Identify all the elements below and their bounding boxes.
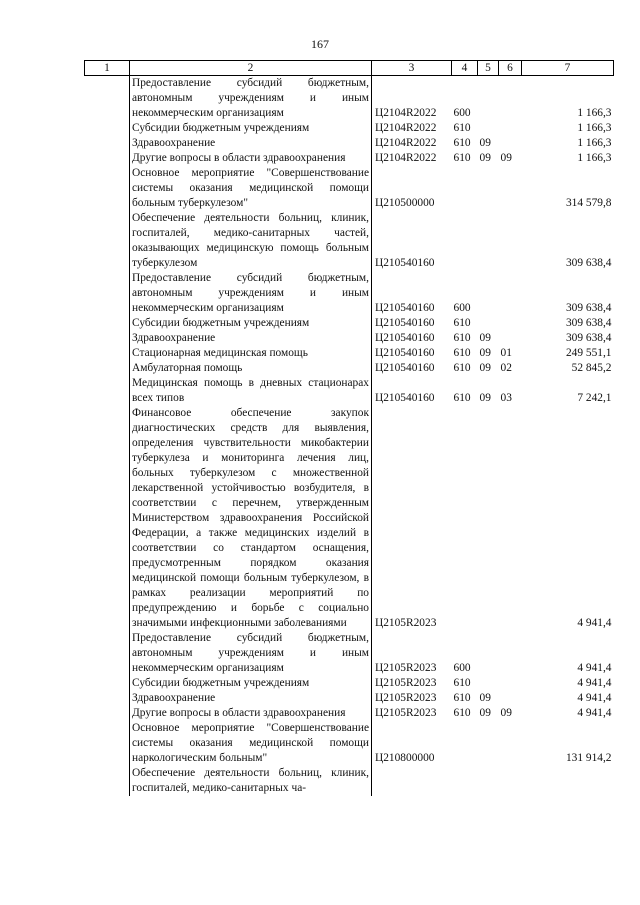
table-row [85,346,614,361]
column-header: 6 [499,61,522,76]
table-body [85,76,614,797]
blank-cell [85,136,130,151]
row-vr [452,166,478,211]
row-amount: 309 638,4 [565,257,612,269]
blank-cell [85,76,130,122]
row-pr [499,766,522,796]
row-rz [478,121,499,136]
row-rz [478,316,499,331]
blank-cell [85,346,130,361]
row-vr: 610 [453,707,471,719]
row-amount: 4 941,4 [577,617,612,629]
row-pr [499,691,522,706]
table-row [85,766,614,796]
row-name: Амбулаторная помощь [130,361,372,376]
row-code: Ц2105R2023 [375,662,437,674]
row-amount: 52 845,2 [571,362,612,374]
row-name: Другие вопросы в области здравоохранения [130,151,372,166]
row-pr [499,406,522,631]
row-code: Ц210540160 [375,257,435,269]
row-rz: 09 [479,362,491,374]
row-vr: 600 [453,107,471,119]
row-rz [478,766,499,796]
row-pr [499,316,522,331]
row-pr [499,631,522,676]
row-name: Предоставление субсидий бюджетным, автономным учреждениям и иным некоммерческим организациям [130,631,372,676]
row-vr: 610 [453,332,471,344]
blank-cell [85,766,130,796]
row-name: Финансовое обеспечение закупок диагностических средств для выявления, определения чувствительности микобактерии туберкулеза и мониторинга лечения лиц, больных туберкулезом с множественной лекарственной устойчивостью возбудителя, в соответствии с перечнем, утвержденным Министерством здравоохранения Российской Федерации, а также медицинских изделий в соответствии со стандартом оснащения, предусмотренным порядком оказания медицинской помощи больным туберкулезом, в рамках реализации мероприятий по предупреждению и борьбе с социально значимыми инфекционными заболеваниями [130,406,372,631]
row-pr: 09 [500,707,512,719]
column-header: 7 [522,61,614,76]
blank-cell [85,691,130,706]
row-rz: 09 [479,392,491,404]
row-amount: 4 941,4 [577,707,612,719]
row-vr: 600 [453,302,471,314]
row-rz: 09 [479,347,491,359]
table-row [85,316,614,331]
row-code: Ц2104R2022 [375,107,437,119]
table-row [85,136,614,151]
row-vr: 610 [453,392,471,404]
row-code: Ц210500000 [375,197,435,209]
row-name: Обеспечение деятельности больниц, клиник, госпиталей, медико-санитарных ча- [130,766,372,796]
row-code: Ц210800000 [375,752,435,764]
row-rz: 09 [479,332,491,344]
row-code: Ц210540160 [375,392,435,404]
blank-cell [85,151,130,166]
row-amount: 1 166,3 [577,107,612,119]
row-name: Здравоохранение [130,691,372,706]
row-pr [499,211,522,271]
row-amount: 314 579,8 [565,197,612,209]
row-amount: 309 638,4 [565,332,612,344]
row-rz [478,721,499,766]
row-code: Ц210540160 [375,347,435,359]
row-name: Основное мероприятие "Совершенствование системы оказания медицинской помощи больным туберкулезом" [130,166,372,211]
row-amount: 1 166,3 [577,122,612,134]
table-row [85,691,614,706]
row-vr: 610 [453,347,471,359]
row-vr: 610 [453,692,471,704]
row-rz [478,211,499,271]
column-header: 4 [452,61,478,76]
blank-cell [85,631,130,676]
row-name: Здравоохранение [130,331,372,346]
row-rz [478,166,499,211]
table-row [85,376,614,406]
blank-cell [85,376,130,406]
table-row [85,271,614,316]
row-rz [478,406,499,631]
row-amount: 309 638,4 [565,317,612,329]
blank-cell [85,211,130,271]
table-row [85,676,614,691]
row-code: Ц210540160 [375,317,435,329]
row-pr [499,271,522,316]
row-pr: 01 [500,347,512,359]
row-pr: 02 [500,362,512,374]
row-code: Ц2104R2022 [375,137,437,149]
table-row [85,211,614,271]
row-vr [452,766,478,796]
row-rz: 09 [479,152,491,164]
blank-cell [85,361,130,376]
row-name: Субсидии бюджетным учреждениям [130,121,372,136]
row-amount: 4 941,4 [577,692,612,704]
table-header-row [85,61,614,76]
blank-cell [85,166,130,211]
row-name: Основное мероприятие "Совершенствование системы оказания медицинской помощи наркологическим больным" [130,721,372,766]
row-code: Ц210540160 [375,362,435,374]
row-amount: 1 166,3 [577,137,612,149]
table-row [85,406,614,631]
row-pr [499,166,522,211]
row-pr [499,76,522,122]
column-header: 5 [478,61,499,76]
row-name: Предоставление субсидий бюджетным, автономным учреждениям и иным некоммерческим организациям [130,271,372,316]
row-rz: 09 [479,707,491,719]
blank-cell [85,316,130,331]
blank-cell [85,331,130,346]
column-header: 2 [130,61,372,76]
row-vr: 610 [453,122,471,134]
row-vr [452,406,478,631]
blank-cell [85,271,130,316]
row-vr: 610 [453,317,471,329]
column-header: 3 [372,61,452,76]
row-amount: 4 941,4 [577,677,612,689]
row-rz: 09 [479,137,491,149]
row-code: Ц2105R2023 [375,677,437,689]
row-pr [499,121,522,136]
row-amount: 131 914,2 [565,752,612,764]
row-code: Ц2105R2023 [375,617,437,629]
row-amount: 309 638,4 [565,302,612,314]
row-rz [478,271,499,316]
row-name: Другие вопросы в области здравоохранения [130,706,372,721]
blank-cell [85,676,130,691]
row-pr [499,721,522,766]
row-vr: 610 [453,677,471,689]
table-row [85,76,614,122]
row-name: Медицинская помощь в дневных стационарах всех типов [130,376,372,406]
blank-cell [85,721,130,766]
row-pr [499,676,522,691]
row-pr [499,136,522,151]
row-code: Ц2105R2023 [375,707,437,719]
budget-table [84,60,614,796]
row-name: Обеспечение деятельности больниц, клиник, госпиталей, медико-санитарных частей, оказывающих медицинскую помощь больным туберкулезом [130,211,372,271]
table-row [85,331,614,346]
table-row [85,706,614,721]
row-amount: 1 166,3 [577,152,612,164]
row-amount: 4 941,4 [577,662,612,674]
table-row [85,361,614,376]
row-name: Предоставление субсидий бюджетным, автономным учреждениям и иным некоммерческим организациям [130,76,372,122]
row-code: Ц210540160 [375,332,435,344]
row-pr: 03 [500,392,512,404]
column-header: 1 [85,61,130,76]
table-row [85,166,614,211]
row-vr: 600 [453,662,471,674]
row-code: Ц2104R2022 [375,152,437,164]
row-vr: 610 [453,137,471,149]
table-row [85,631,614,676]
row-amount: 7 242,1 [577,392,612,404]
row-name: Субсидии бюджетным учреждениям [130,676,372,691]
row-pr: 09 [500,152,512,164]
row-vr: 610 [453,362,471,374]
row-code: Ц210540160 [375,302,435,314]
row-code: Ц2105R2023 [375,692,437,704]
row-pr [499,331,522,346]
blank-cell [85,706,130,721]
page-number: 167 [311,37,329,51]
row-amount [522,766,614,796]
row-code [372,766,452,796]
blank-cell [85,121,130,136]
row-rz [478,631,499,676]
blank-cell [85,406,130,631]
table-row [85,721,614,766]
table-row [85,151,614,166]
table-row [85,121,614,136]
row-name: Стационарная медицинская помощь [130,346,372,361]
row-rz [478,76,499,122]
row-vr [452,721,478,766]
row-vr: 610 [453,152,471,164]
row-name: Здравоохранение [130,136,372,151]
row-rz: 09 [479,692,491,704]
row-rz [478,676,499,691]
row-amount: 249 551,1 [565,347,612,359]
row-name: Субсидии бюджетным учреждениям [130,316,372,331]
row-code: Ц2104R2022 [375,122,437,134]
row-vr [452,211,478,271]
